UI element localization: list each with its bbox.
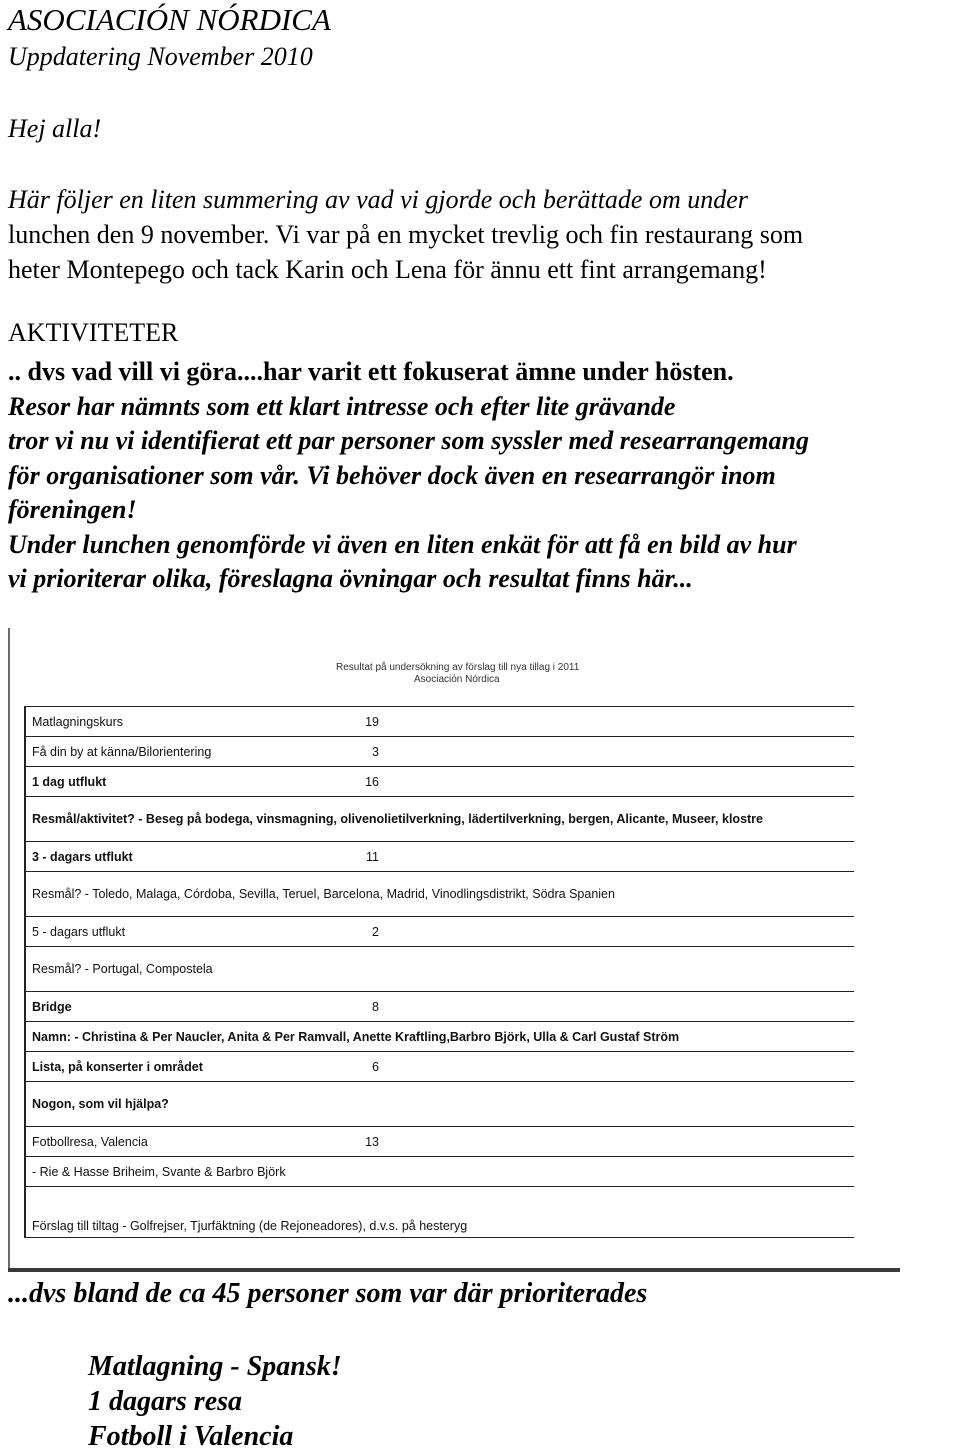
survey-row — [24, 766, 854, 796]
survey-row-count: 2 — [372, 924, 379, 939]
activities-line: för organisationer som vår. Vi behöver dock även en researrangör inom — [8, 460, 776, 490]
activities-line: vi prioriterar olika, föreslagna övningar och resultat finns här... — [8, 564, 693, 593]
activities-paragraph — [8, 355, 809, 597]
survey-row-count: 11 — [366, 849, 379, 864]
result-line: ...dvs bland de ca 45 personer som var där prioriterades — [8, 1278, 648, 1309]
survey-row-label: 5 - dagars utflukt — [32, 924, 126, 939]
survey-row — [24, 1051, 854, 1081]
survey-row — [24, 841, 854, 871]
survey-row-label: - Rie & Hasse Briheim, Svante & Barbro Björk — [32, 1164, 286, 1179]
activities-line: tror vi nu vi identifierat ett par personer som syssler med researrangemang — [8, 426, 809, 455]
activities-line: Under lunchen genomförde vi även en liten enkät för att få en bild av hur — [8, 529, 797, 559]
survey-row-label: Fotbollresa, Valencia — [32, 1134, 148, 1149]
intro-line: heter Montepego och tack Karin och Lena för ännu ett fint arrangemang! — [8, 255, 767, 284]
survey-row-label: Lista, på konserter i området — [32, 1059, 203, 1074]
survey-heading-line: Resultat på undersökning av förslag till nya tillag i 2011 — [336, 662, 580, 673]
scan-edge-line — [8, 628, 10, 1268]
document-title: ASOCIACIÓN NÓRDICA — [8, 2, 331, 37]
survey-row-label: Bridge — [32, 999, 72, 1014]
survey-row — [24, 916, 854, 946]
priority-list — [88, 1349, 342, 1454]
activities-line: .. dvs vad vill vi göra....har varit ett fokuserat ämne under hösten. — [8, 357, 734, 386]
survey-row-label: 1 dag utflukt — [32, 774, 107, 789]
survey-row-count: 16 — [365, 774, 379, 789]
survey-row-label: Matlagningskurs — [32, 714, 124, 729]
survey-row — [24, 1021, 854, 1051]
survey-row-label: Förslag till tiltag - Golfrejser, Tjurfäktning (de Rejoneadores), d.v.s. på hesteryg — [32, 1219, 468, 1233]
intro-line: Här följer en liten summering av vad vi gjorde och berättade om under — [8, 185, 748, 214]
survey-row — [24, 991, 854, 1021]
priority-item: 1 dagars resa — [88, 1386, 243, 1417]
survey-row — [24, 871, 854, 916]
survey-row-count: 3 — [372, 744, 379, 759]
survey-row — [24, 706, 854, 736]
survey-row-label: 3 - dagars utflukt — [32, 849, 133, 864]
intro-paragraph — [8, 182, 803, 287]
activities-line: Resor har nämnts som ett klart intresse och efter lite grävande — [8, 391, 676, 421]
priority-item: Matlagning - Spansk! — [88, 1351, 342, 1382]
survey-row — [24, 1156, 854, 1186]
intro-line: lunchen den 9 november. Vi var på en mycket trevlig och fin restaurang som — [8, 220, 804, 249]
survey-row — [24, 1126, 854, 1156]
survey-row-label: Få din by at känna/Bilorientering — [32, 744, 212, 759]
survey-row-count: 19 — [365, 714, 379, 729]
activities-line: föreningen! — [8, 495, 137, 524]
survey-row-count: 8 — [372, 999, 379, 1014]
survey-heading-line: Asociación Nórdica — [414, 674, 500, 685]
survey-row — [24, 946, 854, 991]
activities-heading: AKTIVITETER — [8, 318, 179, 347]
survey-row-label: Resmål? - Toledo, Malaga, Córdoba, Sevilla, Teruel, Barcelona, Madrid, Vinodlingsdistrikt, Södra Spanien — [32, 887, 615, 901]
survey-row — [24, 1081, 854, 1126]
survey-row-label: Resmål/aktivitet? - Beseg på bodega, vinsmagning, olivenolietilverkning, lädertilverkning, bergen, Alicante, Museer, klostre — [32, 812, 763, 826]
priority-item: Fotboll i Valencia — [88, 1421, 294, 1452]
survey-row-label: Resmål? - Portugal, Compostela — [32, 962, 213, 976]
scan-edge-line — [8, 1268, 900, 1272]
update-date: Uppdatering November 2010 — [8, 42, 313, 71]
survey-table — [24, 706, 854, 1238]
survey-row — [24, 796, 854, 841]
survey-row — [24, 1186, 854, 1238]
survey-row-label: Nogon, som vil hjälpa? — [32, 1097, 169, 1111]
survey-row-count: 6 — [372, 1059, 379, 1074]
survey-row-count: 13 — [365, 1134, 379, 1149]
survey-row — [24, 736, 854, 766]
greeting: Hej alla! — [8, 114, 102, 143]
survey-scan-image — [8, 628, 900, 1276]
survey-row-label: Namn: - Christina & Per Naucler, Anita & Per Ramvall, Anette Kraftling,Barbro Björk, Ulla & Carl Gustaf Ström — [32, 1029, 680, 1044]
survey-heading — [336, 662, 579, 686]
